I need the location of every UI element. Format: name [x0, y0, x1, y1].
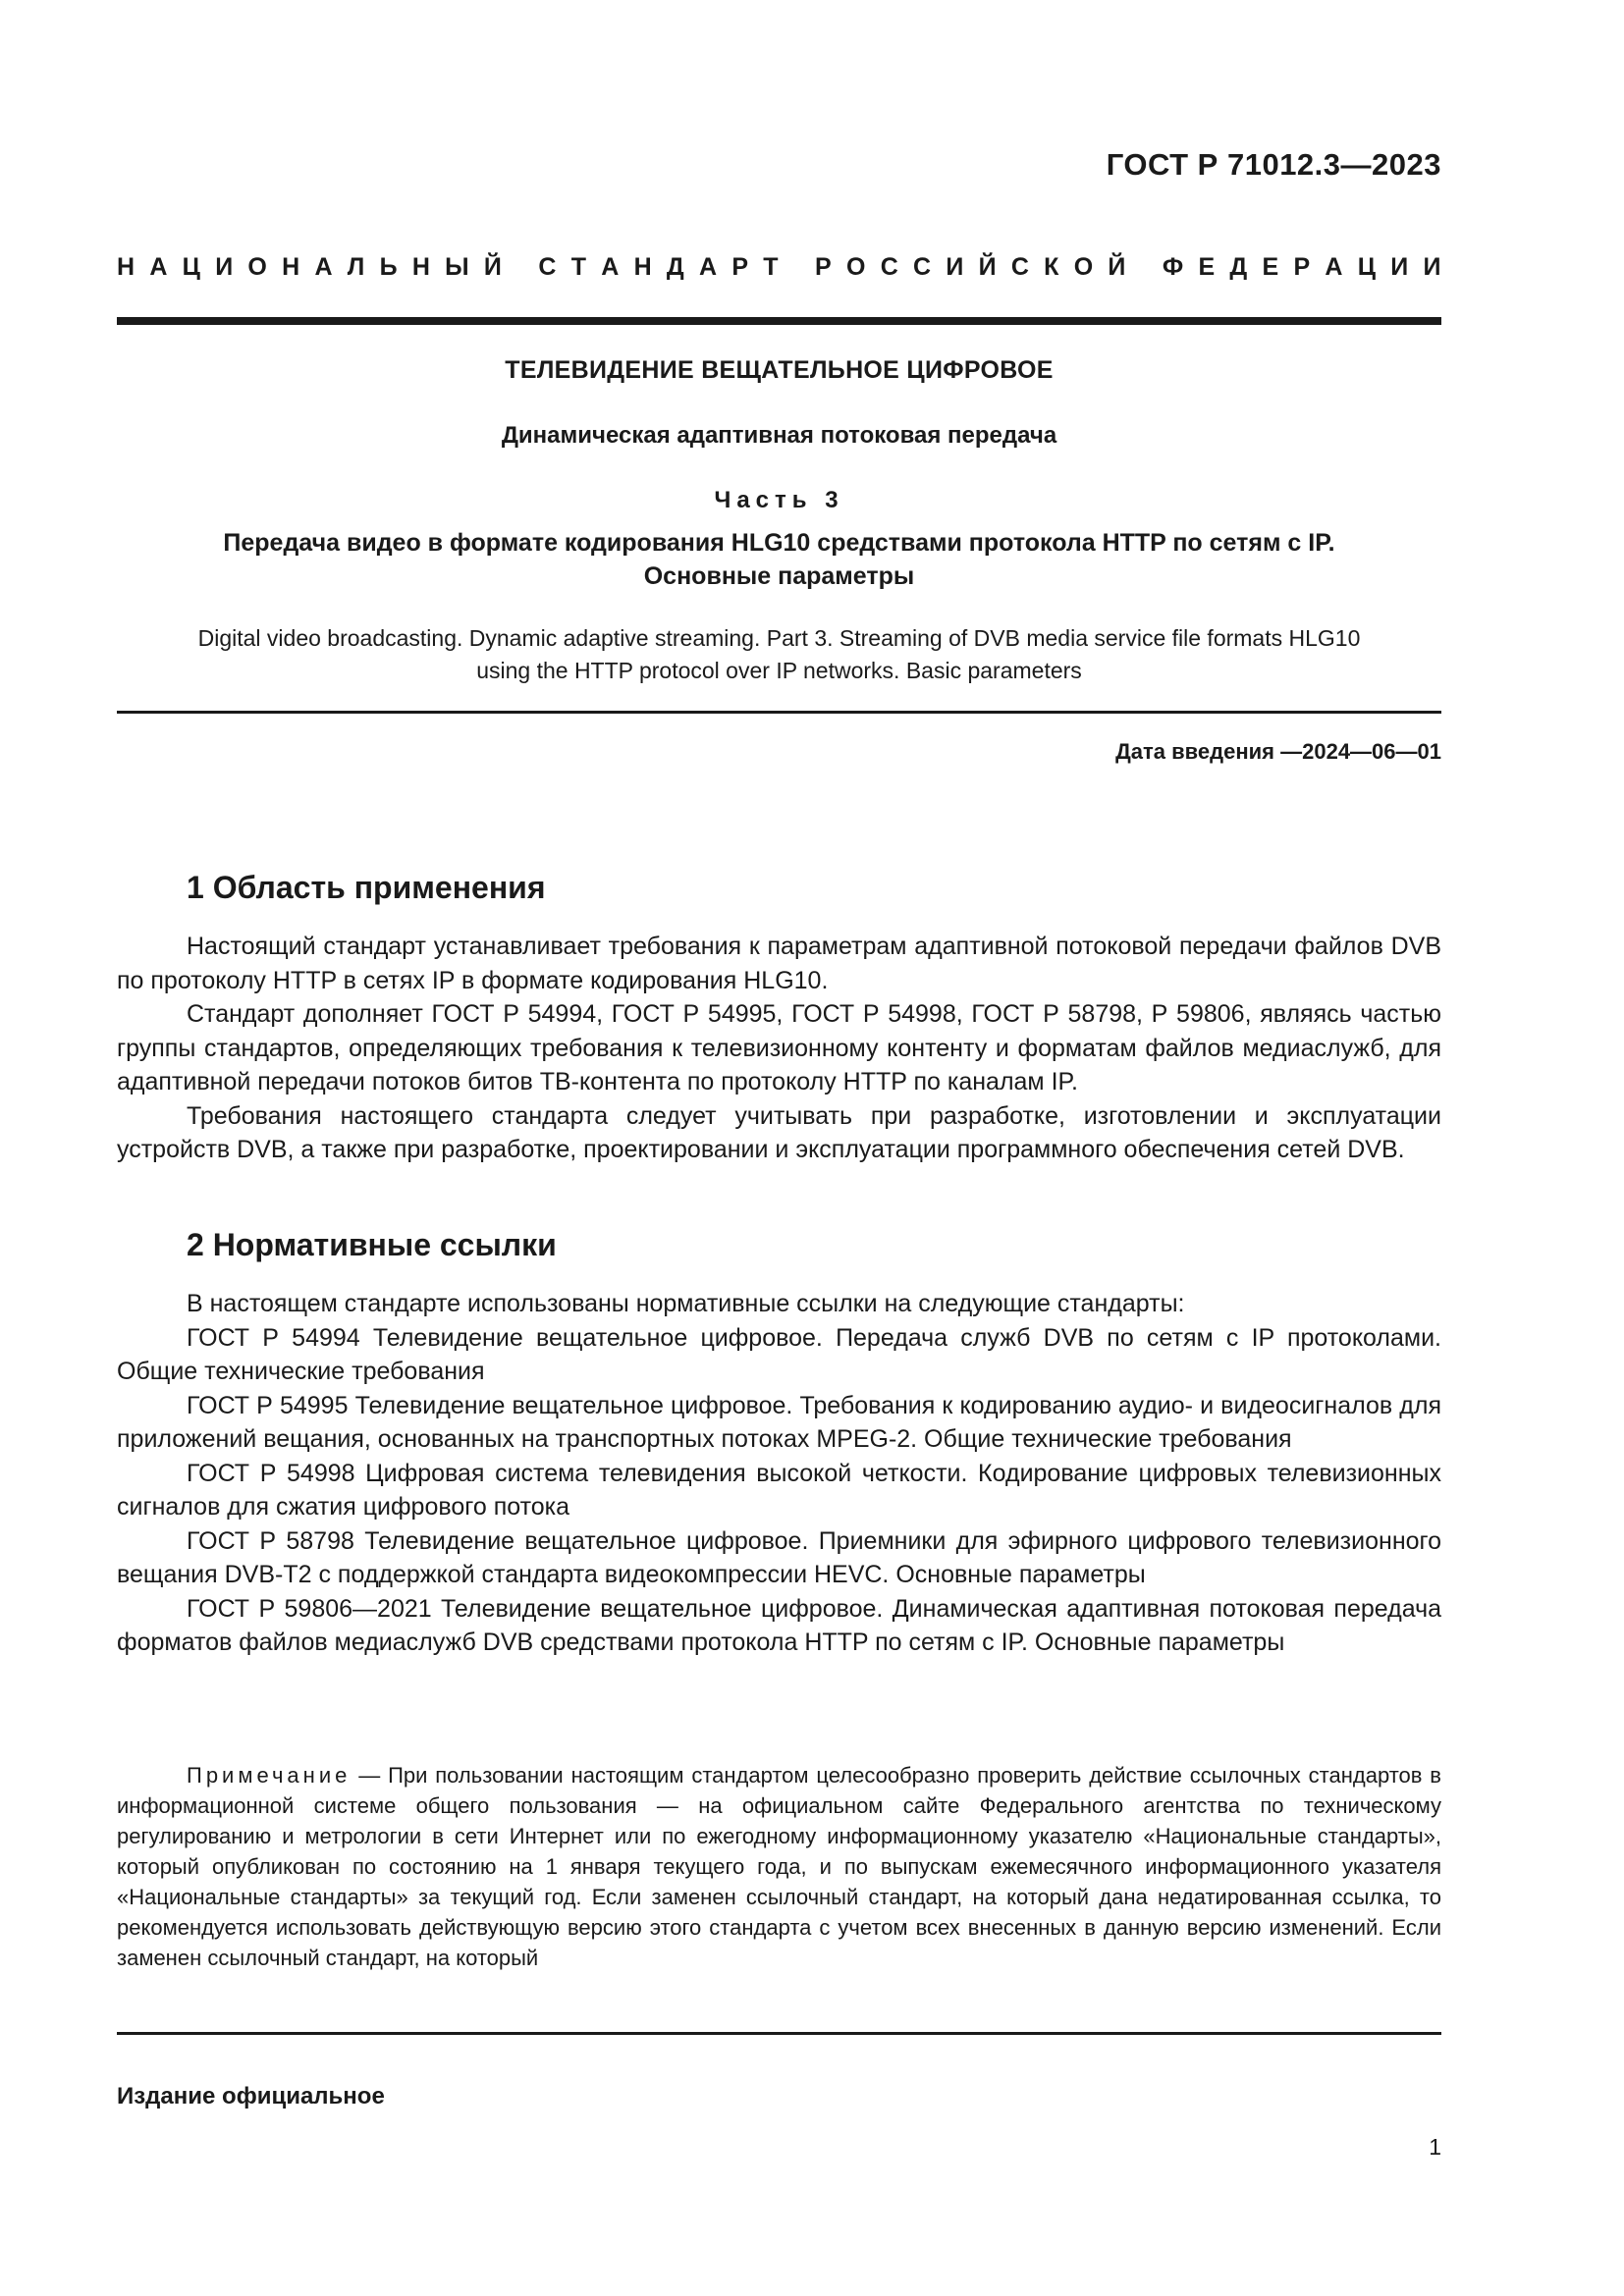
- heading-letter: Н: [411, 253, 430, 281]
- heading-letter: О: [1073, 253, 1094, 281]
- section-2-body: [117, 1287, 1441, 1660]
- page-number: 1: [1429, 2134, 1441, 2160]
- paragraph: Требования настоящего стандарта следует учитывать при разработке, изготовлении и эксплуатации устройств DVB, а также при разработке, проектировании и эксплуатации программного обеспечения сетей DVB.: [117, 1101, 1441, 1163]
- heading-letter: Д: [666, 253, 684, 281]
- introduction-date: Дата введения —2024—06—01: [1115, 739, 1441, 764]
- heading-letter: Ы: [445, 253, 469, 281]
- heading-letter: [793, 253, 800, 282]
- part-title-line: Основные параметры: [643, 562, 915, 590]
- part-title-line: Передача видео в формате кодирования HLG10 средствами протокола HTTP по сетям с IP.: [223, 529, 1335, 557]
- heading-letter: А: [698, 253, 718, 281]
- heading-letter: Р: [1293, 253, 1311, 281]
- heading-letter: Ц: [1357, 253, 1376, 281]
- heading-letter: Й: [978, 253, 997, 281]
- section-1-heading: 1 Область применения: [187, 870, 546, 905]
- reference-item: ГОСТ Р 54998 Цифровая система телевидения высокой четкости. Кодирование цифровых телевизионных сигналов для сжатия цифрового потока: [117, 1459, 1441, 1521]
- english-title-line: Digital video broadcasting. Dynamic adaptive streaming. Part 3. Streaming of DVB media service file formats HLG10: [197, 625, 1361, 651]
- footer-rule: [117, 2032, 1441, 2035]
- heading-letter: [516, 253, 523, 282]
- heading-letter: Н: [282, 253, 300, 281]
- heading-letter: Е: [1198, 253, 1216, 281]
- reference-item: ГОСТ Р 59806—2021 Телевидение вещательное цифровое. Динамическая адаптивная потоковая передача форматов файлов медиаслужб DVB средствами протокола HTTP по сетям с IP. Основные параметры: [117, 1594, 1441, 1656]
- title-rule: [117, 711, 1441, 714]
- heading-letter: А: [314, 253, 333, 281]
- heading-letter: Р: [731, 253, 748, 281]
- heading-letter: Л: [347, 253, 365, 281]
- english-title: [117, 622, 1441, 687]
- part-number: Часть 3: [714, 487, 844, 513]
- heading-letter: О: [845, 253, 866, 281]
- heading-letter: Й: [483, 253, 502, 281]
- heading-letter: Р: [815, 253, 832, 281]
- heading-letter: С: [1010, 253, 1029, 281]
- paragraph: В настоящем стандарте использованы нормативные ссылки на следующие стандарты:: [187, 1290, 1185, 1317]
- note-label: Примечание: [187, 1763, 352, 1788]
- heading-letter: О: [247, 253, 267, 281]
- heading-letter: И: [946, 253, 964, 281]
- heading-letter: С: [538, 253, 557, 281]
- heading-letter: Т: [570, 253, 586, 281]
- reference-item: ГОСТ Р 54995 Телевидение вещательное цифровое. Требования к кодированию аудио- и видеосигналов для приложений вещания, основанных на транспортных потоках MPEG-2. Общие технические требования: [117, 1391, 1441, 1453]
- section-2-heading: 2 Нормативные ссылки: [187, 1227, 557, 1262]
- heading-letter: И: [1423, 253, 1441, 281]
- header-rule: [117, 317, 1441, 325]
- heading-letter: Е: [1262, 253, 1279, 281]
- heading-letter: К: [1044, 253, 1059, 281]
- heading-letter: Н: [117, 253, 135, 281]
- gost-code: ГОСТ Р 71012.3—2023: [1106, 147, 1441, 182]
- section-1-body: [117, 930, 1441, 1167]
- heading-letter: А: [1325, 253, 1343, 281]
- heading-letter: С: [913, 253, 932, 281]
- national-standard-heading: [117, 253, 1441, 282]
- heading-letter: А: [601, 253, 620, 281]
- heading-letter: Ф: [1162, 253, 1184, 281]
- part-title: [117, 526, 1441, 593]
- paragraph: Стандарт дополняет ГОСТ Р 54994, ГОСТ Р 54995, ГОСТ Р 54998, ГОСТ Р 58798, Р 59806, являясь частью группы стандартов, определяющих требования к телевизионному контенту и форматам файлов медиаслужб, для адаптивной передачи потоков битов ТВ-контента по протоколу HTTP по каналам IP.: [117, 1000, 1441, 1095]
- note-block: [117, 1760, 1441, 1973]
- heading-letter: [1141, 253, 1148, 282]
- heading-letter: А: [149, 253, 168, 281]
- heading-letter: Н: [633, 253, 652, 281]
- heading-letter: И: [1390, 253, 1409, 281]
- heading-letter: Т: [763, 253, 779, 281]
- note-paragraph: [117, 1760, 1441, 1973]
- document-subtitle: Динамическая адаптивная потоковая передача: [501, 422, 1057, 449]
- official-edition-label: Издание официальное: [117, 2083, 385, 2109]
- note-text: — При пользовании настоящим стандартом целесообразно проверить действие ссылочных стандартов в информационной системе общего пользования — на официальном сайте Федерального агентства по техническому регулированию и метрологии в сети Интернет или по ежегодному информационному указателю «Национальные стандарты», который опубликован по состоянию на 1 января текущего года, и по выпускам ежемесячного информационного указателя «Национальные стандарты» за текущий год. Если заменен ссылочный стандарт, на который дана недатированная ссылка, то рекомендуется использовать действующую версию этого стандарта с учетом всех внесенных в данную версию изменений. Если заменен ссылочный стандарт, на который: [117, 1763, 1441, 1970]
- heading-letter: Й: [1108, 253, 1126, 281]
- paragraph: Настоящий стандарт устанавливает требования к параметрам адаптивной потоковой передачи файлов DVB по протоколу HTTP в сетях IP в формате кодирования HLG10.: [117, 933, 1441, 994]
- document-title: ТЕЛЕВИДЕНИЕ ВЕЩАТЕЛЬНОЕ ЦИФРОВОЕ: [505, 356, 1054, 384]
- reference-item: ГОСТ Р 58798 Телевидение вещательное цифровое. Приемники для эфирного цифрового телевизионного вещания DVB-T2 с поддержкой стандарта видеокомпрессии HEVC. Основные параметры: [117, 1526, 1441, 1588]
- heading-letter: С: [880, 253, 898, 281]
- heading-letter: И: [215, 253, 234, 281]
- heading-letter: Ь: [379, 253, 398, 281]
- heading-letter: Ц: [182, 253, 200, 281]
- heading-letter: Д: [1229, 253, 1248, 281]
- english-title-line: using the HTTP protocol over IP networks. Basic parameters: [476, 658, 1082, 683]
- reference-item: ГОСТ Р 54994 Телевидение вещательное цифровое. Передача служб DVB по сетям с IP протоколами. Общие технические требования: [117, 1323, 1441, 1385]
